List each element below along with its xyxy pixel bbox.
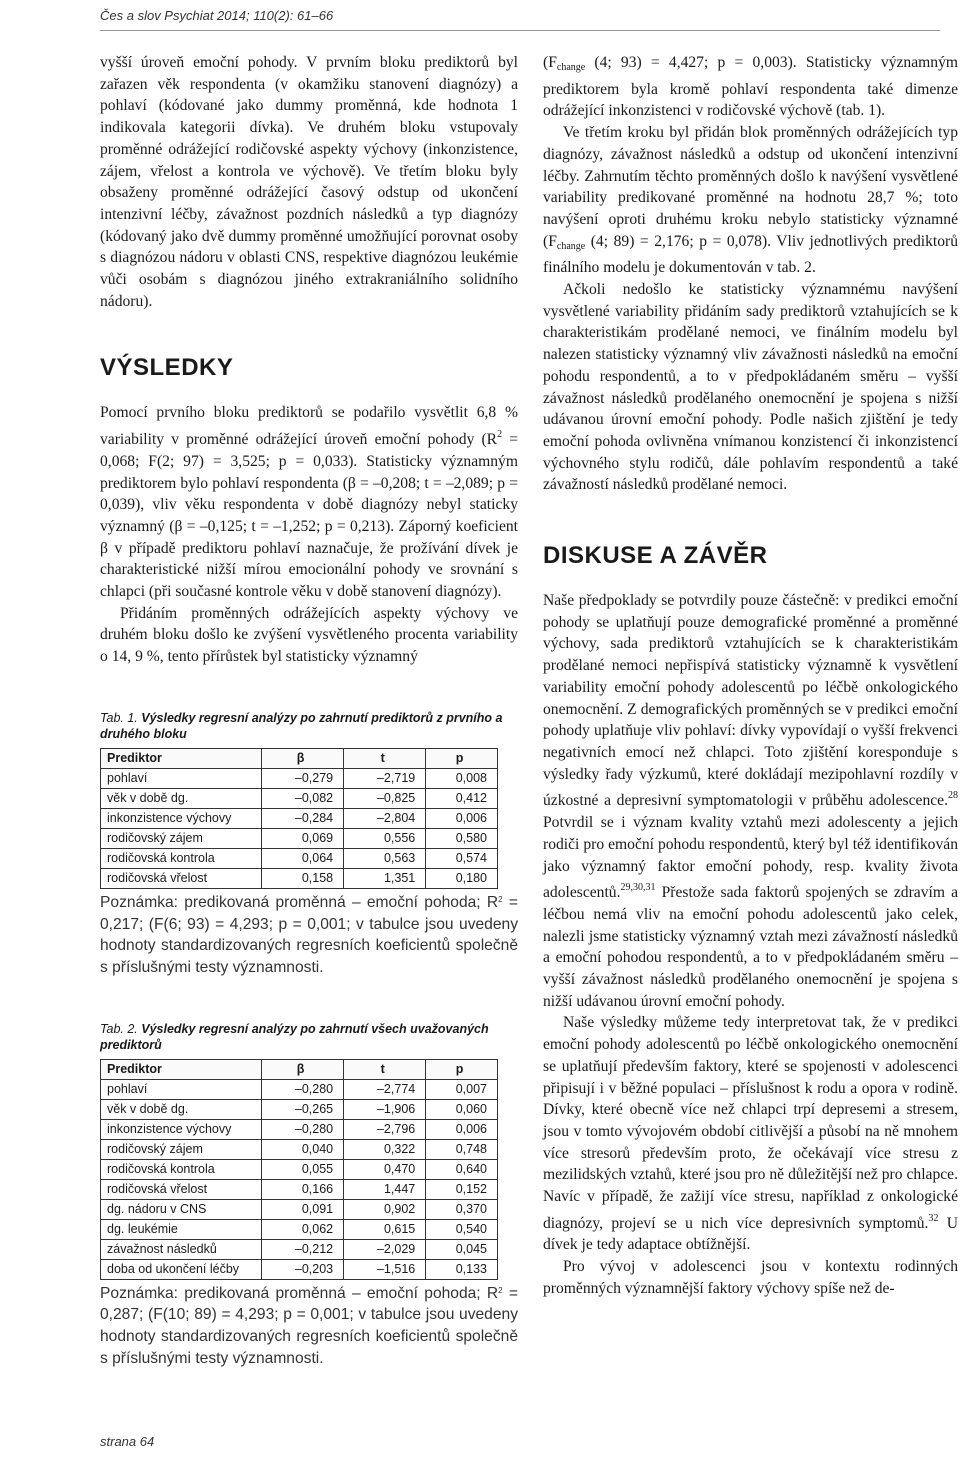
table2-header-cell: t (344, 1059, 426, 1079)
table-cell: 0,133 (426, 1259, 498, 1279)
table-cell: 0,006 (426, 1119, 498, 1139)
table-cell: věk v době dg. (101, 788, 262, 808)
table-row (101, 848, 498, 868)
table-cell: –0,212 (262, 1239, 344, 1259)
table-cell: 0,064 (262, 848, 344, 868)
table2-caption: Tab. 2. Výsledky regresní analýzy po zahrnutí všech uvažovaných prediktorů (100, 1021, 489, 1052)
table-cell: –2,774 (344, 1079, 426, 1099)
table-cell: 0,574 (426, 848, 498, 868)
table-row (101, 868, 498, 888)
table-cell: 0,563 (344, 848, 426, 868)
table-cell: 0,040 (262, 1139, 344, 1159)
table-cell: doba od ukončení léčby (101, 1259, 262, 1279)
table-row (101, 1159, 498, 1179)
left-column (100, 52, 518, 1370)
table2-header-cell: β (262, 1059, 344, 1079)
table-cell: 0,540 (426, 1219, 498, 1239)
table-cell: 0,412 (426, 788, 498, 808)
right-paragraph-1: ($F_{change}$ (4; 93) = 4,427; p = 0,003). Statisticky významným prediktorem byla kromě pohlaví respondenta také dimenze odrážející inkonzistenci v rodičovské výchově (tab. 1). (543, 54, 958, 120)
table-cell: 0,556 (344, 828, 426, 848)
table1-header-cell: t (344, 748, 426, 768)
table-cell: rodičovská kontrola (101, 1159, 262, 1179)
table-cell: 0,045 (426, 1239, 498, 1259)
table-cell: dg. leukémie (101, 1219, 262, 1239)
header-rule (100, 30, 940, 31)
section-heading-results: VÝSLEDKY (100, 354, 234, 382)
table1-caption: Tab. 1. Výsledky regresní analýzy po zahrnutí prediktorů z prvního a druhého bloku (100, 710, 503, 741)
table-cell: –0,279 (262, 768, 344, 788)
table-cell: 0,615 (344, 1219, 426, 1239)
table-cell: 0,370 (426, 1199, 498, 1219)
table1-header-cell: Prediktor (101, 748, 262, 768)
table-cell: –0,082 (262, 788, 344, 808)
table-cell: 0,748 (426, 1139, 498, 1159)
right-paragraph-6: Pro vývoj v adolescenci jsou v kontextu rodinných proměnných významnější faktory výchovy spíše než de- (543, 1258, 958, 1297)
table-cell: inkonzistence výchovy (101, 1119, 262, 1139)
left-paragraph-3: Přidáním proměnných odrážejících aspekty výchovy ve druhém bloku došlo ke zvýšení vysvětleného procenta variability o 14, 9 %, tento přírůstek byl statisticky významný (100, 604, 518, 666)
table2-header-cell: p (426, 1059, 498, 1079)
table-cell: –2,796 (344, 1119, 426, 1139)
table2-header-cell: Prediktor (101, 1059, 262, 1079)
table2-note: Poznámka: predikovaná proměnná – emoční pohoda; $R^2 = 0,287$; (F(10; 89) = 4,293; p = 0,001; v tabulce jsou uvedeny hodnoty standardizovaných regresních koeficientů společně s příslušnými testy významnosti. (100, 1284, 518, 1367)
table1 (100, 748, 498, 889)
table-cell: –2,029 (344, 1239, 426, 1259)
table-cell: 0,007 (426, 1079, 498, 1099)
table-row (101, 808, 498, 828)
right-paragraph-2: Ve třetím kroku byl přidán blok proměnných odrážejících typ diagnózy, závažnost následků a odstup od ukončení intenzivní léčby. Zahrnutím těchto proměnných došlo k navýšení vysvětlené variability predikované proměnné na hodnotu 28,7 %; toto navýšení oproti druhému kroku nebylo statisticky významné ($F_{change}$ (4; 89) = 2,176; p = 0,078). Vliv jednotlivých prediktorů finálního modelu je dokumentován v tab. 2. (543, 124, 958, 277)
table-row (101, 828, 498, 848)
table-cell: rodičovská vřelost (101, 1179, 262, 1199)
table1-header-row (101, 748, 498, 768)
table-cell: 0,091 (262, 1199, 344, 1219)
table-cell: –1,906 (344, 1099, 426, 1119)
table-cell: 0,166 (262, 1179, 344, 1199)
table-cell: 0,062 (262, 1219, 344, 1239)
table-cell: pohlaví (101, 768, 262, 788)
table-cell: 0,069 (262, 828, 344, 848)
table-row (101, 1219, 498, 1239)
table-row (101, 1139, 498, 1159)
table-cell: věk v době dg. (101, 1099, 262, 1119)
table-cell: 0,152 (426, 1179, 498, 1199)
table-cell: –2,719 (344, 768, 426, 788)
table-cell: –0,284 (262, 808, 344, 828)
table-row (101, 1179, 498, 1199)
table-cell: 0,902 (344, 1199, 426, 1219)
table-row (101, 1239, 498, 1259)
table-cell: rodičovská vřelost (101, 868, 262, 888)
table-row (101, 1259, 498, 1279)
section-heading-discussion: DISKUSE A ZÁVĚR (543, 542, 768, 570)
table-row (101, 1099, 498, 1119)
page-number: strana 64 (100, 1434, 155, 1449)
table-cell: 0,470 (344, 1159, 426, 1179)
table-cell: 0,580 (426, 828, 498, 848)
table-cell: 0,055 (262, 1159, 344, 1179)
table-cell: 0,060 (426, 1099, 498, 1119)
left-paragraph-1: vyšší úroveň emoční pohody. V prvním bloku prediktorů byl zařazen věk respondenta (v okamžiku stanovení diagnózy) a pohlaví (kódované jako dummy proměnná, kde hodnota 1 indikovala kategorii dívka). Ve druhém bloku vstupovaly proměnné odrážející rodičovské aspekty výchovy (inkonzistence, zájem, vřelost a kontrola ve výchově). Ve třetím bloku byly obsaženy proměnné odrážející časový odstup od ukončení intenzivní léčby, závažnost pozdních následků a typ diagnózy (kódovaný jako dvě dummy proměnné umožňující porovnat osoby s diagnózou nádoru v oblasti CNS, respektive diagnózou leukémie vůči osobám s diagnózou jiného extrakraniálního solidního nádoru). (100, 54, 518, 310)
table-cell: rodičovská kontrola (101, 848, 262, 868)
table-cell: –2,804 (344, 808, 426, 828)
table-cell: –0,203 (262, 1259, 344, 1279)
table-cell: rodičovský zájem (101, 828, 262, 848)
table-cell: –0,825 (344, 788, 426, 808)
table-row (101, 768, 498, 788)
table-row (101, 788, 498, 808)
right-paragraph-4: Naše předpoklady se potvrdily pouze částečně: v predikci emoční pohody se uplatňují pouze demografické proměnné a proměnné výchovy, sada prediktorů vztahujících se k charakteristikám prodělané nemoci nepřispívá statisticky významně k vysvětlení variability emoční pohody adolescentů po léčbě onkologického onemocnění. Z demografických proměnných se v predikci emoční pohody uplatňuje vliv pohlaví: dívky vypovídají o vyšší frekvenci negativních emocí než chlapci. Toto zjištění koresponduje s výsledky řady výzkumů, které dokládají mezipohlavní rozdíly v úzkostné a depresivní symptomatologii v průběhu adolescence.$^{28}$ Potvrdil se i význam kvality vztahů mezi adolescenty a jejich rodiči pro emoční pohodu respondentů, který byl též identifikován jako významný faktor emoční pohody, resp. kvality života adolescentů.$^{29,30,31}$ Přestože sada faktorů spojených se zdravím a léčbou nemá vliv na emoční pohodu adolescentů jako celek, nalezli jsme statisticky významný vztah mezi závažností následků a emoční pohodou respondentů, a to v předpokládaném směru – vyšší závažnost následků prodělaného onemocnění je spojena s nižší udávanou úrovní emoční pohody. (543, 592, 958, 1010)
table-cell: pohlaví (101, 1079, 262, 1099)
table1-header-cell: p (426, 748, 498, 768)
table1-header-cell: β (262, 748, 344, 768)
table-cell: 0,006 (426, 808, 498, 828)
table-cell: 0,008 (426, 768, 498, 788)
table-row (101, 1119, 498, 1139)
table1-note: Poznámka: predikovaná proměnná – emoční pohoda; $R^2 = 0,217$; (F(6; 93) = 4,293; p = 0,001; v tabulce jsou uvedeny hodnoty standardizovaných regresních koeficientů společně s příslušnými testy významnosti. (100, 893, 518, 976)
table-cell: dg. nádoru v CNS (101, 1199, 262, 1219)
right-paragraph-3: Ačkoli nedošlo ke statisticky významnému navýšení vysvětlené variability přidáním sady prediktorů vztahujících se k charakteristikám prodělané nemoci, ve finálním modelu byl nalezen statisticky významný vliv závažnosti následků na emoční pohodu respondentů, a to v předpokládaném směru – vyšší závažnost následků prodělaného onemocnění je spojena s nižší udávanou úrovní emoční pohody. Podle našich zjištění je tedy emoční pohoda ovlivněna vnímanou konzistencí či inkonzistencí výchovného stylu rodičů, dále pohlavím respondentů a také závažností následků prodělané nemoci. (543, 281, 958, 494)
table-cell: –1,516 (344, 1259, 426, 1279)
right-column (543, 52, 958, 1300)
table-cell: 0,158 (262, 868, 344, 888)
right-paragraph-5: Naše výsledky můžeme tedy interpretovat tak, že v predikci emoční pohody adolescentů po léčbě onkologického onemocnění se uplatňují především faktory, které se spojenosti v adolescenci připisují i v běžné populaci – příslušnost k rodu a opora v rodině. Dívky, které obecně více než chlapci trpí depresemi a stresem, jsou v tomto vývojovém období citlivější a působí na ně mnohem více stresorů především proto, že očekávají více stresu z mezilidských vztahů, které jsou pro ně důležitější než pro chlapce. Navíc v případě, že zažijí více stresu, například z onkologické diagnózy, projeví se u nich více depresivních symptomů.$^{32}$ U dívek je tedy adaptace obtížnější. (543, 1014, 958, 1254)
table-cell: 1,351 (344, 868, 426, 888)
table-cell: inkonzistence výchovy (101, 808, 262, 828)
table-cell: závažnost následků (101, 1239, 262, 1259)
table2 (100, 1059, 498, 1280)
table-row (101, 1199, 498, 1219)
table-cell: 0,640 (426, 1159, 498, 1179)
table-row (101, 1079, 498, 1099)
table-cell: –0,280 (262, 1079, 344, 1099)
table-cell: –0,280 (262, 1119, 344, 1139)
table2-header-row (101, 1059, 498, 1079)
table-cell: 0,180 (426, 868, 498, 888)
left-paragraph-2: Pomocí prvního bloku prediktorů se podařilo vysvětlit 6,8 % variability v proměnné odrážející úroveň emoční pohody ($R^2 = 0,068$; F(2; 97) = 3,525; p = 0,033). Statisticky významným prediktorem bylo pohlaví respondenta (β = –0,208; t = –2,089; p = 0,039), vliv věku respondenta v době diagnózy nebyl staticky významný (β = –0,125; t = –1,252; p = 0,213). Záporný koeficient β v případě prediktoru pohlaví naznačuje, že prožívání dívek je charakteristické nižší mírou emocionální pohody ve srovnání s chlapci (při současné kontrole věku v době stanovení diagnózy). (100, 404, 518, 601)
table-cell: rodičovský zájem (101, 1139, 262, 1159)
table-cell: 1,447 (344, 1179, 426, 1199)
running-header: Čes a slov Psychiat 2014; 110(2): 61–66 (100, 8, 334, 23)
table-cell: 0,322 (344, 1139, 426, 1159)
table-cell: –0,265 (262, 1099, 344, 1119)
